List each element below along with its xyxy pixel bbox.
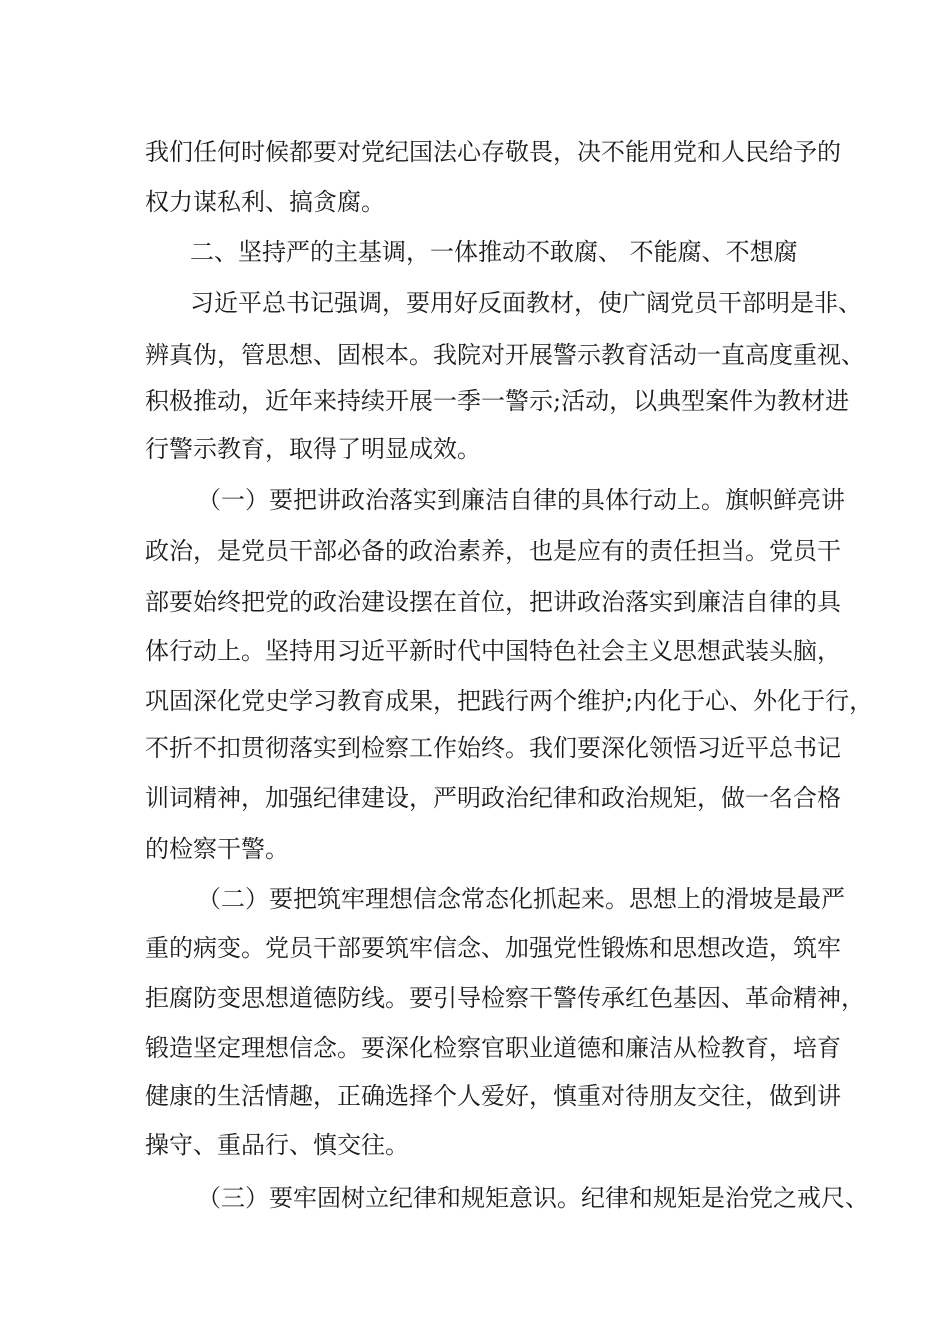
text-line: 操守、重品行、慎交往。 [145,1131,409,1159]
text-line: 巩固深化党史学习教育成果，把践行两个维护;内化于心、外化于行， [145,687,874,715]
text-line: 健康的生活情趣，正确选择个人爱好，慎重对待朋友交往，做到讲 [145,1082,841,1110]
subsection-heading: （三）要牢固树立纪律和规矩意识。纪律和规矩是治党之戒尺、 [197,1184,869,1212]
text-line: 积极推动，近年来持续开展一季一警示;活动，以典型案件为教材进 [145,387,850,415]
text-line: 我们任何时候都要对党纪国法心存敬畏，决不能用党和人民给予的 [145,138,841,166]
text-line: 重的病变。党员干部要筑牢信念、加强党性锻炼和思想改造，筑牢 [145,934,841,962]
text-line: 行警示教育，取得了明显成效。 [145,435,481,463]
section-heading: 二、坚持严的主基调，一体推动不敢腐、 不能腐、不想腐 [190,238,798,266]
text-line: 训词精神，加强纪律建设，严明政治纪律和政治规矩，做一名合格 [145,784,841,812]
text-line: 体行动上。坚持用习近平新时代中国特色社会主义思想武装头脑， [145,637,841,665]
text-line: 辨真伪，管思想、固根本。我院对开展警示教育活动一直高度重视、 [145,341,865,369]
text-line: 权力谋私利、搞贪腐。 [145,188,385,216]
subsection-heading: （二）要把筑牢理想信念常态化抓起来。思想上的滑坡是最严 [197,885,845,913]
text-line: 拒腐防变思想道德防线。要引导检察干警传承红色基因、革命精神， [145,984,865,1012]
text-line: 习近平总书记强调，要用好反面教材，使广阔党员干部明是非、 [190,289,862,317]
text-line: 锻造坚定理想信念。要深化检察官职业道德和廉洁从检教育，培育 [145,1034,841,1062]
text-line: 政治，是党员干部必备的政治素养，也是应有的责任担当。党员干 [145,537,841,565]
subsection-heading: （一）要把讲政治落实到廉洁自律的具体行动上。旗帜鲜亮讲 [197,486,845,514]
text-line: 部要始终把党的政治建设摆在首位，把讲政治落实到廉洁自律的具 [145,588,841,616]
text-line: 的检察干警。 [145,835,289,863]
text-line: 不折不扣贯彻落实到检察工作始终。我们要深化领悟习近平总书记 [145,734,841,762]
